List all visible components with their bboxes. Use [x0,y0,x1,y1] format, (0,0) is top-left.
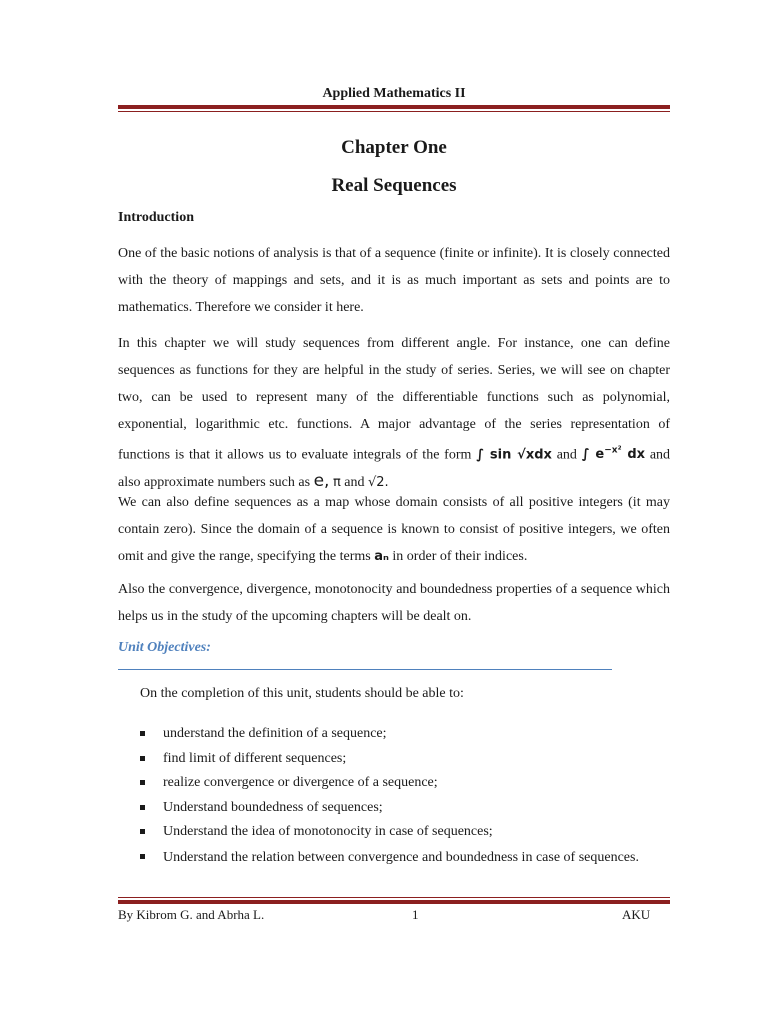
pi-symbol: π [332,475,341,491]
list-item: Understand the relation between convergence and boundedness in case of sequences. [140,845,670,871]
objectives-list [140,722,670,871]
header-rule [118,105,670,112]
sequence-term: aₙ [374,549,389,564]
p2-and-2: and [344,475,365,491]
p3-end: in order of their indices. [392,549,528,564]
footer-rule [118,897,670,904]
list-item: Understand boundedness of sequences; [140,796,670,821]
bullet-square-icon [140,756,145,761]
list-item: Understand the idea of monotonocity in case of sequences; [140,820,670,845]
intro-paragraph-1: One of the basic notions of analysis is that of a sequence (finite or infinite). It is closely connected with the theory of mappings and sets, and it is as much important as sets and points are to mathematics. Therefore we consider it here. [118,246,670,315]
integral-exp-base: ∫ e [581,447,605,463]
p2-text: In this chapter we will study sequences from different angle. For instance, one can define sequences as functions for they are helpful in the study of series. Series, we will see on chapter two, can be used to represent many of the differentiable functions such as polynomial, exponential, logarithmic etc. functions. A major advantage of the series representation of functions is that it allows us to evaluate integrals of the form [118,336,670,463]
integral-exp [582,447,645,462]
bullet-square-icon [140,731,145,736]
p2-and: and [556,447,577,463]
intro-paragraph-4: Also the convergence, divergence, monotonocity and boundedness properties of a sequence which helps us in the study of the upcoming chapters will be dealt on. [118,582,670,624]
bullet-square-icon [140,854,145,859]
list-item: find limit of different sequences; [140,747,670,772]
unit-objectives-heading: Unit Objectives: [118,640,211,655]
list-item: realize convergence or divergence of a sequence; [140,771,670,796]
chapter-title: Chapter One [341,137,447,158]
footer-authors: By Kibrom G. and Abrha L. [118,907,265,922]
introduction-heading: Introduction [118,210,194,225]
sqrt-two: √2. [367,475,389,491]
page-number: 1 [412,907,419,922]
p2-mid: and also approximate numbers such as [118,447,671,491]
integral-sin-sqrt: ∫ sin √xdx [476,447,552,463]
running-header: Applied Mathematics II [322,86,466,101]
euler-number: e, [313,471,330,492]
objectives-intro: On the completion of this unit, students should be able to: [140,686,464,701]
footer-institution: AKU [622,907,651,922]
chapter-subtitle: Real Sequences [331,175,457,196]
integral-exp-dx: dx [627,447,646,463]
objectives-rule [118,669,612,670]
list-item: understand the definition of a sequence; [140,722,670,747]
integral-exp-power: −x² [604,446,622,456]
intro-paragraph-3 [118,489,670,570]
bullet-square-icon [140,780,145,785]
intro-paragraph-2 [118,330,670,496]
p3-text: We can also define sequences as a map whose domain consists of all positive integers (it may contain zero). Since the domain of a sequence is known to consist of positive integers, we often omit and give the range, specifying the terms [118,495,670,564]
bullet-square-icon [140,829,145,834]
bullet-square-icon [140,805,145,810]
